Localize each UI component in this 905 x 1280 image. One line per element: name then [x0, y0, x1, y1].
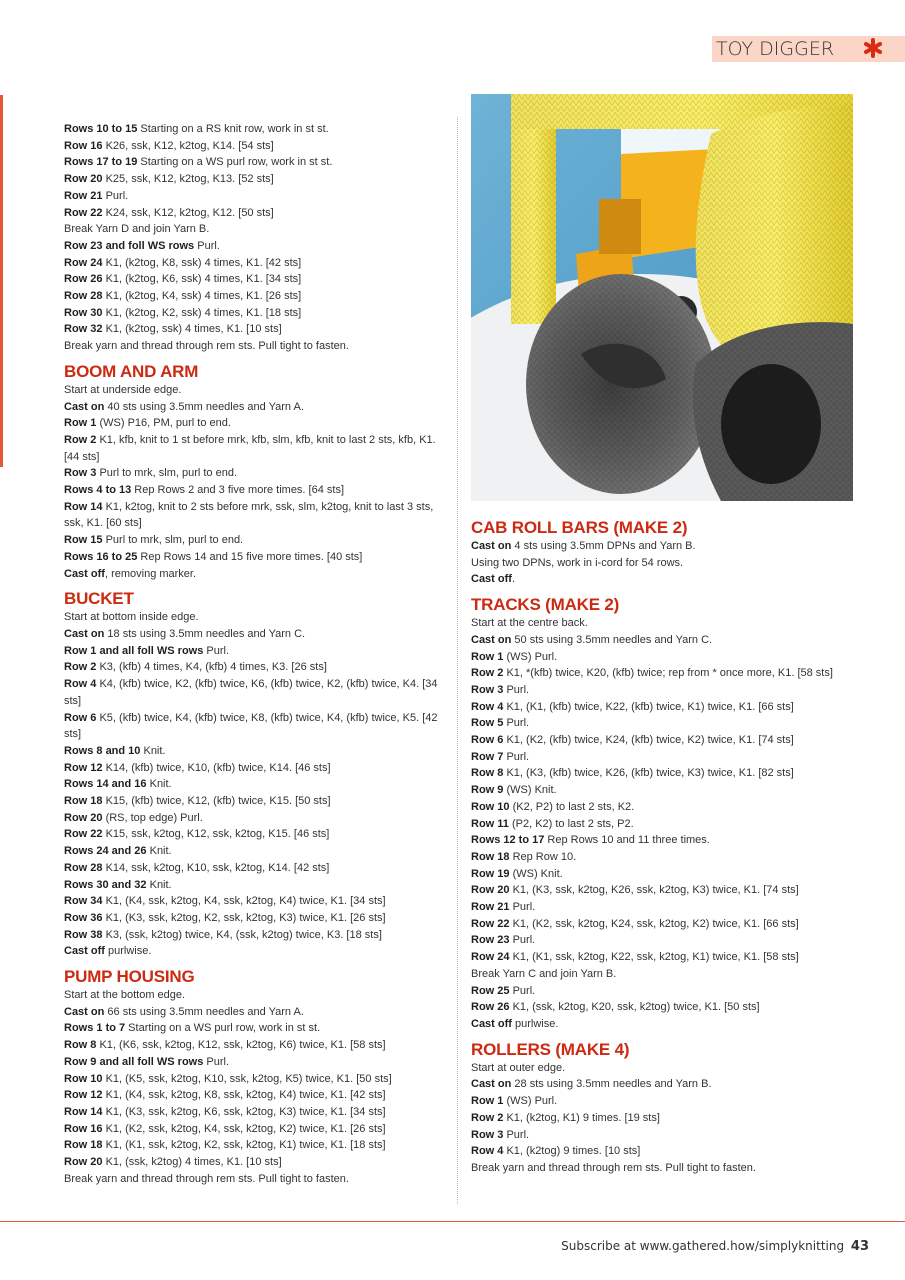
instruction-line: [64, 566, 448, 583]
row-text: K24, ssk, K12, k2tog, K12. [50 sts]: [102, 206, 274, 219]
row-label: Row 3: [64, 467, 97, 480]
instruction-line: [64, 1071, 448, 1088]
row-label: Row 28: [64, 290, 103, 303]
left-column: [64, 121, 448, 1187]
row-label: Row 18: [64, 795, 103, 808]
row-text: Purl.: [503, 717, 530, 730]
instruction-line: [64, 415, 448, 432]
instruction-line: [64, 810, 448, 827]
row-label: Rows 1 to 7: [64, 1022, 126, 1035]
instruction-line: [64, 221, 448, 238]
instruction-line: [64, 710, 448, 743]
instruction-line: [64, 288, 448, 305]
row-text: Rep Rows 2 and 3 five more times. [64 sts]: [131, 484, 345, 497]
row-text: 50 sts using 3.5mm needles and Yarn C.: [511, 633, 713, 646]
row-label: Row 23: [471, 934, 510, 947]
row-text: (WS) Purl.: [503, 1095, 558, 1108]
row-text: Purl.: [102, 189, 129, 202]
instruction-line: [64, 1037, 448, 1054]
row-text: K1, (K1, ssk, k2tog, K2, ssk, k2tog, K1) twice, K1. [18 sts]: [102, 1139, 386, 1152]
row-text: Start at outer edge.: [471, 1061, 566, 1074]
instruction-line: [471, 615, 855, 632]
row-label: Row 9 and all foll WS rows: [64, 1055, 204, 1068]
instruction-line: [471, 538, 855, 555]
row-label: Rows 17 to 19: [64, 156, 138, 169]
section-title: CAB ROLL BARS (MAKE 2): [471, 518, 688, 537]
row-label: Cast on: [64, 1005, 105, 1018]
row-text: 40 sts using 3.5mm needles and Yarn A.: [104, 400, 304, 413]
row-text: Purl.: [509, 901, 536, 914]
instruction-line: [64, 238, 448, 255]
instruction-line: [471, 749, 855, 766]
row-text: Knit.: [146, 845, 172, 858]
row-label: Row 1: [64, 417, 97, 430]
instruction-line: [64, 743, 448, 760]
instruction-line: [471, 1093, 855, 1110]
row-label: Row 4: [471, 700, 504, 713]
row-text: (K2, P2) to last 2 sts, K2.: [509, 800, 635, 813]
row-text: purlwise.: [104, 945, 152, 958]
instruction-line: [64, 171, 448, 188]
instruction-line: [64, 776, 448, 793]
row-text: K4, (kfb) twice, K2, (kfb) twice, K6, (kfb) twice, K2, (kfb) twice, K4. [34 sts]: [64, 678, 438, 707]
instruction-line: [471, 632, 855, 649]
row-text: K1, (K3, ssk, k2tog, K2, ssk, k2tog, K3) twice, K1. [26 sts]: [102, 911, 386, 924]
row-text: , removing marker.: [104, 567, 197, 580]
page-number: 43: [850, 1239, 869, 1254]
instruction-line: [64, 121, 448, 138]
instruction-line: [64, 793, 448, 810]
row-text: Rep Row 10.: [509, 850, 577, 863]
instruction-line: [64, 482, 448, 499]
row-label: Row 1: [471, 1095, 504, 1108]
row-label: Row 20: [64, 1156, 103, 1169]
row-label: Row 24: [471, 951, 510, 964]
row-label: Row 23 and foll WS rows: [64, 239, 195, 252]
row-text: Break Yarn C and join Yarn B.: [471, 967, 617, 980]
row-label: Row 4: [471, 1145, 504, 1158]
row-text: K1, (K2, ssk, k2tog, K24, ssk, k2tog, K2) twice, K1. [66 sts]: [509, 917, 799, 930]
row-text: K1, (K4, ssk, k2tog, K4, ssk, k2tog, K4) twice, K1. [34 sts]: [102, 895, 386, 908]
tracks-section: [471, 595, 855, 1033]
row-text: Starting on a WS purl row, work in st st.: [125, 1022, 321, 1035]
instruction-line: [471, 682, 855, 699]
row-label: Cast on: [64, 400, 105, 413]
row-text: K1, (K3, (kfb) twice, K26, (kfb) twice, K3) twice, K1. [82 sts]: [503, 767, 794, 780]
instruction-line: [471, 1016, 855, 1033]
section-title: PUMP HOUSING: [64, 967, 195, 987]
section-title: TRACKS (MAKE 2): [471, 595, 620, 615]
row-text: K1, (K3, ssk, k2tog, K6, ssk, k2tog, K3) twice, K1. [34 sts]: [102, 1105, 386, 1118]
right-column: [471, 518, 855, 1177]
row-text: Knit.: [140, 744, 166, 757]
row-label: Row 18: [471, 850, 510, 863]
row-text: K1, (ssk, k2tog, K20, ssk, k2tog) twice, K1. [50 sts]: [509, 1001, 760, 1014]
instruction-line: [64, 893, 448, 910]
row-label: Row 2: [471, 1111, 504, 1124]
knitted-toy-photo: [471, 94, 853, 501]
instruction-line: [471, 715, 855, 732]
page-section-title: TOY DIGGER: [716, 38, 835, 60]
instruction-line: [64, 676, 448, 709]
instruction-line: [64, 1137, 448, 1154]
instruction-line: [471, 999, 855, 1016]
row-text: Start at the centre back.: [471, 617, 588, 630]
row-text: K1, (k2tog, K6, ssk) 4 times, K1. [34 sts]: [102, 273, 302, 286]
subscribe-link[interactable]: Subscribe at www.gathered.how/simplyknitting: [561, 1239, 845, 1253]
row-text: (WS) Knit.: [509, 867, 563, 880]
instruction-line: [471, 983, 855, 1000]
instruction-line: [471, 665, 855, 682]
row-text: Start at underside edge.: [64, 383, 182, 396]
row-label: Row 10: [64, 1072, 103, 1085]
row-label: Row 32: [64, 323, 103, 336]
instruction-line: [64, 271, 448, 288]
row-text: Purl.: [194, 239, 220, 252]
instruction-line: [64, 1004, 448, 1021]
instruction-line: [471, 932, 855, 949]
row-text: .: [511, 573, 516, 586]
row-text: Purl to mrk, slm, purl to end.: [96, 467, 238, 480]
row-text: K1, (K2, ssk, k2tog, K4, ssk, k2tog, K2) twice, K1. [26 sts]: [102, 1122, 386, 1135]
instruction-line: [64, 321, 448, 338]
instruction-line: [64, 338, 448, 355]
row-label: Row 24: [64, 256, 103, 269]
instruction-line: [64, 1020, 448, 1037]
row-text: Rep Rows 14 and 15 five more times. [40 sts]: [137, 550, 363, 563]
row-label: Row 8: [64, 1039, 97, 1052]
row-label: Row 14: [64, 1105, 103, 1118]
row-text: Break yarn and thread through rem sts. Pull tight to fasten.: [471, 1161, 756, 1174]
instruction-line: [471, 765, 855, 782]
footer-rule: [0, 1221, 905, 1222]
row-label: Row 22: [64, 206, 103, 219]
instruction-line: [471, 832, 855, 849]
row-text: Break yarn and thread through rem sts. Pull tight to fasten.: [64, 1172, 349, 1185]
instruction-line: [64, 154, 448, 171]
row-label: Row 20: [471, 884, 510, 897]
instruction-line: [64, 138, 448, 155]
instruction-line: [64, 399, 448, 416]
row-text: K1, (ssk, k2tog) 4 times, K1. [10 sts]: [102, 1156, 282, 1169]
instruction-line: [64, 826, 448, 843]
row-label: Row 1 and all foll WS rows: [64, 644, 204, 657]
row-text: K3, (ssk, k2tog) twice, K4, (ssk, k2tog) twice, K3. [18 sts]: [102, 928, 382, 941]
row-text: 66 sts using 3.5mm needles and Yarn A.: [104, 1005, 304, 1018]
row-text: Purl.: [503, 683, 530, 696]
row-text: K1, (k2tog) 9 times. [10 sts]: [503, 1145, 641, 1158]
instruction-line: [64, 760, 448, 777]
row-text: Knit.: [146, 878, 172, 891]
row-label: Row 15: [64, 534, 103, 547]
row-label: Row 6: [471, 734, 504, 747]
row-label: Row 8: [471, 767, 504, 780]
row-label: Row 2: [64, 661, 97, 674]
row-text: Purl.: [503, 750, 530, 763]
row-label: Cast off: [64, 567, 105, 580]
row-label: Rows 8 and 10: [64, 744, 141, 757]
instruction-line: [471, 1127, 855, 1144]
instruction-line: [471, 1060, 855, 1077]
instruction-line: [471, 866, 855, 883]
instruction-line: [64, 987, 448, 1004]
row-text: K25, ssk, K12, k2tog, K13. [52 sts]: [102, 173, 274, 186]
instruction-line: [64, 549, 448, 566]
row-label: Row 2: [471, 667, 504, 680]
row-text: K14, ssk, k2tog, K10, ssk, k2tog, K14. [42 sts]: [102, 861, 330, 874]
row-label: Cast on: [471, 540, 512, 552]
row-label: Row 26: [471, 1001, 510, 1014]
row-label: Row 1: [471, 650, 504, 663]
instruction-line: [471, 732, 855, 749]
row-text: Purl.: [503, 1128, 530, 1141]
row-label: Row 12: [64, 761, 103, 774]
row-label: Row 2: [64, 433, 97, 446]
row-text: K1, (k2tog, K1) 9 times. [19 sts]: [503, 1111, 660, 1124]
row-text: 18 sts using 3.5mm needles and Yarn C.: [104, 627, 306, 640]
row-text: Knit.: [146, 778, 172, 791]
row-label: Row 36: [64, 911, 103, 924]
instruction-line: [64, 843, 448, 860]
instruction-line: [64, 205, 448, 222]
instruction-line: [471, 882, 855, 899]
column-divider: [457, 117, 458, 1204]
row-label: Cast off: [471, 573, 512, 586]
instruction-line: [64, 943, 448, 960]
row-label: Row 16: [64, 139, 103, 152]
row-text: K1, (K6, ssk, k2tog, K12, ssk, k2tog, K6) twice, K1. [58 sts]: [96, 1039, 386, 1052]
row-label: Cast on: [64, 627, 105, 640]
instruction-line: [471, 1160, 855, 1177]
row-text: K1, (k2tog, K8, ssk) 4 times, K1. [42 sts]: [102, 256, 302, 269]
row-label: Row 12: [64, 1089, 103, 1102]
row-text: Purl.: [203, 644, 230, 657]
instruction-line: [471, 849, 855, 866]
row-label: Cast off: [471, 1017, 512, 1030]
section-title: BUCKET: [64, 589, 134, 609]
row-label: Row 5: [471, 717, 504, 730]
instruction-line: [471, 1076, 855, 1093]
row-text: Purl to mrk, slm, purl to end.: [102, 534, 244, 547]
row-label: Row 22: [64, 828, 103, 841]
instruction-line: [64, 643, 448, 660]
rollers-section: [471, 1040, 855, 1177]
row-text: K1, (K1, ssk, k2tog, K22, ssk, k2tog, K1) twice, K1. [58 sts]: [509, 951, 799, 964]
row-label: Row 14: [64, 500, 103, 513]
row-text: purlwise.: [511, 1017, 559, 1030]
row-text: (RS, top edge) Purl.: [102, 811, 203, 824]
row-label: Cast on: [471, 1078, 512, 1091]
row-label: Row 34: [64, 895, 103, 908]
row-label: Cast on: [471, 633, 512, 646]
row-label: Row 28: [64, 861, 103, 874]
row-label: Rows 10 to 15: [64, 123, 138, 135]
row-text: Start at bottom inside edge.: [64, 611, 199, 624]
row-text: K1, k2tog, knit to 2 sts before mrk, ssk, slm, k2tog, knit to last 3 sts, ssk, K1. [60 sts]: [64, 500, 434, 530]
boom-and-arm-section: [64, 362, 448, 582]
row-label: Rows 30 and 32: [64, 878, 147, 891]
row-label: Row 20: [64, 811, 103, 824]
row-text: 28 sts using 3.5mm needles and Yarn B.: [511, 1078, 712, 1091]
section-title: ROLLERS (MAKE 4): [471, 1039, 630, 1059]
row-label: Rows 14 and 16: [64, 778, 147, 791]
row-label: Row 30: [64, 306, 103, 319]
row-label: Row 26: [64, 273, 103, 286]
row-label: Rows 24 and 26: [64, 845, 147, 858]
instruction-line: [64, 609, 448, 626]
instruction-line: [64, 927, 448, 944]
row-label: Row 21: [64, 189, 103, 202]
instruction-line: [64, 626, 448, 643]
row-label: Row 38: [64, 928, 103, 941]
intro-instructions: [64, 121, 448, 355]
row-text: Rep Rows 10 and 11 three times.: [544, 834, 710, 847]
row-label: Row 18: [64, 1139, 103, 1152]
row-text: K15, ssk, k2tog, K12, ssk, k2tog, K15. [46 sts]: [102, 828, 330, 841]
section-title: BOOM AND ARM: [64, 361, 199, 381]
instruction-line: [471, 816, 855, 833]
row-text: Start at the bottom edge.: [64, 989, 186, 1002]
row-label: Row 3: [471, 683, 504, 696]
instruction-line: [64, 1054, 448, 1071]
row-label: Row 9: [471, 784, 504, 797]
row-text: Starting on a WS purl row, work in st st.: [137, 156, 333, 169]
instruction-line: [64, 465, 448, 482]
instruction-line: [471, 916, 855, 933]
row-label: Row 4: [64, 678, 97, 691]
pump-housing-section: [64, 967, 448, 1187]
instruction-line: [471, 1143, 855, 1160]
row-label: Row 22: [471, 917, 510, 930]
row-label: Row 25: [471, 984, 510, 997]
instruction-line: [64, 659, 448, 676]
row-text: K1, (K2, (kfb) twice, K24, (kfb) twice, K2) twice, K1. [74 sts]: [503, 734, 794, 747]
row-text: (P2, K2) to last 2 sts, P2.: [508, 817, 634, 830]
bucket-section: [64, 589, 448, 960]
instruction-line: [64, 255, 448, 272]
row-text: Purl.: [509, 984, 536, 997]
instruction-line: [64, 860, 448, 877]
footer: [561, 1239, 869, 1254]
row-text: 4 sts using 3.5mm DPNs and Yarn B.: [511, 540, 696, 552]
instruction-line: [64, 188, 448, 205]
row-label: Row 19: [471, 867, 510, 880]
row-text: K1, (K5, ssk, k2tog, K10, ssk, k2tog, K5) twice, K1. [50 sts]: [102, 1072, 392, 1085]
instruction-line: [471, 649, 855, 666]
instruction-line: [471, 571, 855, 588]
row-text: (WS) P16, PM, purl to end.: [96, 417, 231, 430]
row-text: K1, (k2tog, K4, ssk) 4 times, K1. [26 sts]: [102, 290, 302, 303]
row-text: Break yarn and thread through rem sts. Pull tight to fasten.: [64, 340, 349, 353]
row-text: K14, (kfb) twice, K10, (kfb) twice, K14. [46 sts]: [102, 761, 331, 774]
row-text: K1, (K1, (kfb) twice, K22, (kfb) twice, K1) twice, K1. [66 sts]: [503, 700, 794, 713]
row-text: K26, ssk, K12, k2tog, K14. [54 sts]: [102, 139, 274, 152]
row-label: Row 7: [471, 750, 504, 763]
row-text: K1, (K3, ssk, k2tog, K26, ssk, k2tog, K3) twice, K1. [74 sts]: [509, 884, 799, 897]
instruction-line: [64, 1171, 448, 1188]
instruction-line: [471, 949, 855, 966]
row-text: Break Yarn D and join Yarn B.: [64, 223, 210, 236]
row-text: K3, (kfb) 4 times, K4, (kfb) 4 times, K3. [26 sts]: [96, 661, 327, 674]
row-label: Rows 4 to 13: [64, 484, 132, 497]
row-text: K15, (kfb) twice, K12, (kfb) twice, K15. [50 sts]: [102, 795, 331, 808]
page-edge-accent: [0, 95, 3, 467]
row-label: Rows 12 to 17: [471, 834, 545, 847]
instruction-line: [64, 877, 448, 894]
row-text: K1, kfb, knit to 1 st before mrk, kfb, slm, kfb, knit to last 2 sts, kfb, K1. [44 sts]: [64, 433, 436, 463]
instruction-line: [64, 432, 448, 465]
instruction-line: [64, 1104, 448, 1121]
instruction-line: [64, 1154, 448, 1171]
row-text: K1, (k2tog, ssk) 4 times, K1. [10 sts]: [102, 323, 282, 336]
row-text: Purl.: [509, 934, 536, 947]
row-text: Starting on a RS knit row, work in st st.: [137, 123, 329, 135]
row-text: (WS) Purl.: [503, 650, 558, 663]
row-label: Row 10: [471, 800, 510, 813]
instruction-line: [471, 966, 855, 983]
row-label: Row 20: [64, 173, 103, 186]
cab-roll-bars-section: [471, 518, 855, 588]
row-text: (WS) Knit.: [503, 784, 557, 797]
instruction-line: [64, 499, 448, 532]
row-label: Cast off: [64, 945, 105, 958]
row-label: Row 16: [64, 1122, 103, 1135]
row-text: K1, *(kfb) twice, K20, (kfb) twice; rep from * once more, K1. [58 sts]: [503, 667, 833, 680]
row-label: Row 11: [471, 817, 509, 830]
instruction-line: [64, 1087, 448, 1104]
instruction-line: [64, 532, 448, 549]
row-label: Row 6: [64, 711, 97, 724]
row-text: Purl.: [203, 1055, 230, 1068]
row-text: K1, (k2tog, K2, ssk) 4 times, K1. [18 sts]: [102, 306, 302, 319]
row-label: Row 21: [471, 901, 510, 914]
instruction-line: [64, 382, 448, 399]
row-label: Rows 16 to 25: [64, 550, 138, 563]
row-text: Using two DPNs, work in i-cord for 54 rows.: [471, 556, 684, 569]
row-text: K1, (K4, ssk, k2tog, K8, ssk, k2tog, K4) twice, K1. [42 sts]: [102, 1089, 386, 1102]
instruction-line: [471, 899, 855, 916]
row-label: Row 3: [471, 1128, 504, 1141]
instruction-line: [471, 699, 855, 716]
row-text: K5, (kfb) twice, K4, (kfb) twice, K8, (kfb) twice, K4, (kfb) twice, K5. [42 sts]: [64, 711, 438, 741]
instruction-line: [64, 1121, 448, 1138]
instruction-line: [64, 910, 448, 927]
asterisk-icon: [861, 35, 885, 61]
instruction-line: [471, 782, 855, 799]
instruction-line: [64, 305, 448, 322]
instruction-line: [471, 555, 855, 572]
instruction-line: [471, 799, 855, 816]
instruction-line: [471, 1110, 855, 1127]
